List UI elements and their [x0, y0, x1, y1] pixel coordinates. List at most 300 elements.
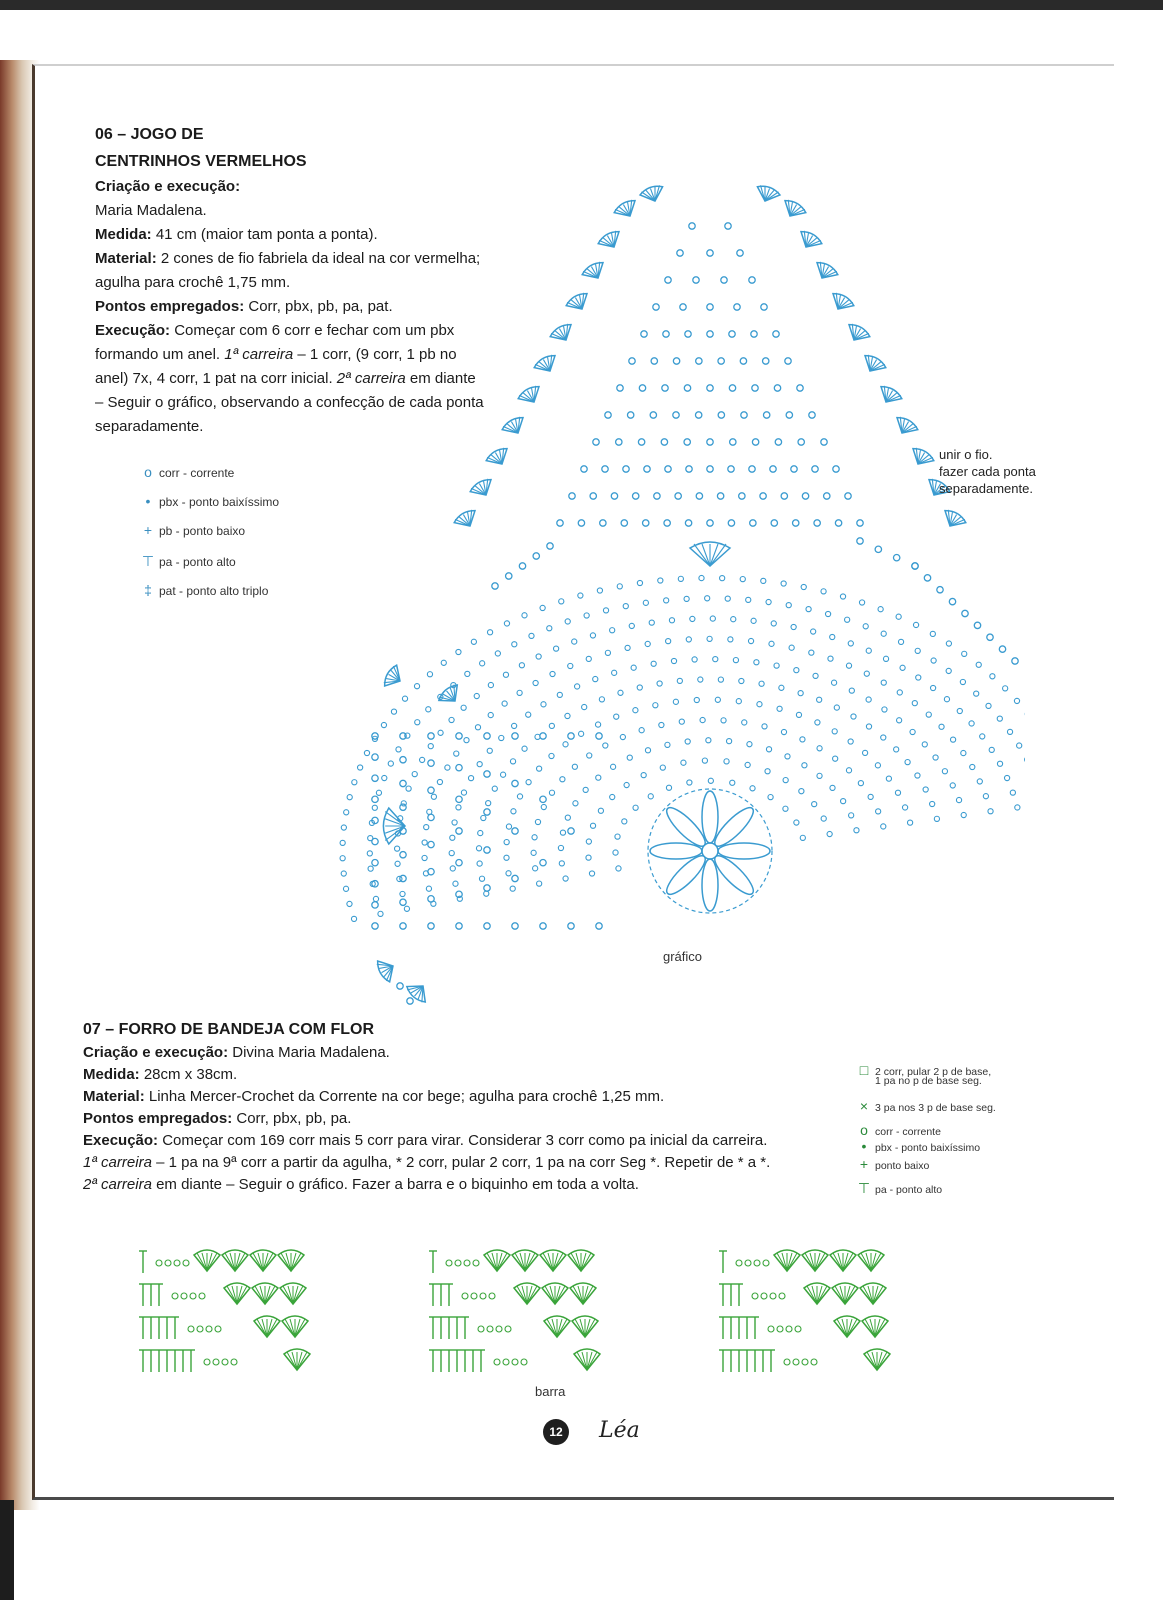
chain-stitch-mark: [801, 584, 806, 589]
chain-stitch-mark: [188, 1326, 194, 1332]
chain-stitch-mark: [480, 1293, 486, 1299]
chain-stitch-mark: [768, 1326, 774, 1332]
chain-stitch-mark: [599, 697, 604, 702]
fan-motif: [568, 1250, 594, 1271]
chain-stitch-mark: [190, 1293, 196, 1299]
chain-stitch-mark: [785, 754, 790, 759]
chain-stitch-mark: [710, 616, 715, 621]
chain-stitch-mark: [694, 697, 699, 702]
exec-row-label: 1ª carreira: [224, 346, 294, 363]
chain-stitch-mark: [773, 331, 779, 337]
chain-stitch-mark: [653, 304, 659, 310]
chain-stitch-mark: [557, 692, 562, 697]
chain-stitch-mark: [586, 855, 591, 860]
chain-stitch-mark: [643, 520, 649, 526]
chain-stitch-mark: [677, 250, 683, 256]
fan-spoke: [694, 544, 710, 566]
chain-stitch-mark: [653, 703, 658, 708]
fan-motif: [812, 260, 840, 284]
filled-square-icon: ×: [859, 1098, 869, 1114]
chain-stitch-mark: [933, 755, 938, 760]
chain-stitch-mark: [718, 677, 723, 682]
chain-stitch-mark: [785, 358, 791, 364]
chain-stitch-mark: [428, 760, 434, 766]
chain-stitch-mark: [372, 775, 378, 781]
chain-stitch-mark: [752, 385, 758, 391]
chain-stitch-mark: [627, 412, 633, 418]
exec-row-label: 1ª carreira: [83, 1154, 152, 1171]
chain-stitch-mark: [428, 896, 434, 902]
fan-spoke: [385, 826, 405, 840]
fan-motif: [224, 1283, 250, 1304]
chain-stitch-mark: [876, 809, 881, 814]
single-crochet-icon: +: [859, 1156, 869, 1172]
chain-stitch-mark: [757, 702, 762, 707]
chain-stitch-mark: [381, 722, 386, 727]
chain-stitch-mark: [862, 750, 867, 755]
chain-stitch-mark: [831, 680, 836, 685]
chain-stitch-mark: [616, 439, 622, 445]
chain-stitch-mark: [627, 755, 632, 760]
chain-stitch-mark: [779, 685, 784, 690]
chain-stitch-mark: [197, 1326, 203, 1332]
chart-06-note: [939, 446, 1079, 497]
chain-stitch-mark: [817, 746, 822, 751]
chain-stitch-mark: [372, 796, 378, 802]
material-value: 2 cones de fio fabriela da ideal na cor vermelha;: [160, 250, 481, 267]
chain-stitch-mark: [557, 520, 563, 526]
chart-06-caption: gráfico: [663, 949, 703, 964]
chain-stitch-mark: [814, 520, 820, 526]
chain-stitch-mark: [610, 628, 615, 633]
chain-stitch-mark: [512, 723, 517, 728]
chain-stitch-mark: [988, 809, 993, 814]
fan-spoke: [235, 1253, 245, 1271]
chain-stitch-mark: [441, 660, 446, 665]
chain-stitch-mark: [999, 646, 1005, 652]
section-06-creator: Maria Madalena.: [95, 202, 207, 219]
legend-text: pbx - ponto baixíssimo: [875, 1142, 981, 1154]
chain-stitch-mark: [784, 1359, 790, 1365]
fan-motif: [860, 353, 888, 377]
chain-stitch-mark: [669, 618, 674, 623]
chain-stitch-mark: [749, 277, 755, 283]
chain-stitch-mark: [673, 358, 679, 364]
chain-stitch-mark: [663, 331, 669, 337]
fan-spoke: [573, 1286, 583, 1304]
chain-stitch-mark: [806, 607, 811, 612]
chain-stitch-mark: [781, 729, 786, 734]
chain-stitch-mark: [733, 657, 738, 662]
fan-motif: [512, 1250, 538, 1271]
chain-stitch-mark: [1003, 686, 1008, 691]
chain-stitch-mark: [912, 701, 917, 706]
chain-stitch-mark: [794, 820, 799, 825]
chain-stitch-mark: [231, 1359, 237, 1365]
chain-stitch-mark: [537, 881, 542, 886]
material-label: Material:: [83, 1088, 145, 1105]
fan-spoke: [577, 1352, 587, 1370]
chain-stitch-mark: [707, 250, 713, 256]
chain-stitch-mark: [840, 594, 845, 599]
chain-stitch-mark: [400, 899, 406, 905]
chain-stitch-mark: [565, 619, 570, 624]
chain-stitch-mark: [476, 846, 481, 851]
chain-stitch-mark: [997, 716, 1002, 721]
fan-spoke: [255, 1286, 265, 1304]
chain-stitch-mark: [559, 599, 564, 604]
chain-stitch-mark: [573, 801, 578, 806]
chain-stitch-mark: [962, 610, 968, 616]
fan-spoke: [585, 1319, 595, 1337]
fan-spoke: [253, 1253, 263, 1271]
chain-stitch-mark: [774, 663, 779, 668]
chain-stitch-mark: [402, 696, 407, 701]
chain-stitch-mark: [679, 719, 684, 724]
chain-stitch-mark: [977, 779, 982, 784]
fan-spoke: [293, 1286, 303, 1304]
chain-stitch-mark: [930, 631, 935, 636]
chain-stitch-mark: [522, 613, 527, 618]
chain-stitch-mark: [777, 1326, 783, 1332]
chain-stitch-mark: [980, 734, 985, 739]
chain-stitch-mark: [367, 851, 372, 856]
chain-stitch-mark: [610, 764, 615, 769]
chain-stitch-mark: [521, 1359, 527, 1365]
chain-stitch-mark: [666, 639, 671, 644]
chain-stitch-mark: [563, 876, 568, 881]
fan-spoke: [861, 1253, 871, 1271]
fan-motif: [574, 1349, 600, 1370]
chain-stitch-mark: [824, 493, 830, 499]
chain-stitch-mark: [915, 773, 920, 778]
chain-stitch-mark: [868, 794, 873, 799]
chain-stitch-mark: [707, 385, 713, 391]
exec-text: formando um anel.: [95, 346, 221, 363]
chain-stitch-mark: [558, 845, 563, 850]
chain-stitch-mark: [923, 787, 928, 792]
fan-spoke: [583, 1286, 593, 1304]
chain-stitch-mark: [426, 707, 431, 712]
fan-spoke: [863, 1286, 873, 1304]
chain-stitch-mark: [802, 1359, 808, 1365]
chain-stitch-mark: [695, 412, 701, 418]
flower-petal: [718, 843, 770, 859]
chain-stitch-mark: [946, 641, 951, 646]
flower-petal: [650, 843, 702, 859]
chain-stitch-mark: [464, 738, 469, 743]
measure-value: 28cm x 38cm.: [143, 1066, 238, 1083]
chain-stitch-mark: [641, 331, 647, 337]
chain-stitch-mark: [846, 768, 851, 773]
fan-spoke: [845, 1286, 855, 1304]
fan-motif: [250, 1250, 276, 1271]
chain-stitch-mark: [1012, 658, 1018, 664]
chain-stitch-mark: [595, 722, 600, 727]
chain-stitch-mark: [726, 739, 731, 744]
chain-stitch-mark: [821, 589, 826, 594]
chain-stitch-mark: [763, 358, 769, 364]
chain-stitch-mark: [846, 663, 851, 668]
fan-motif: [828, 291, 856, 315]
chain-stitch-mark: [942, 769, 947, 774]
chain-stitch-mark: [347, 901, 352, 906]
chain-stitch-mark: [533, 866, 538, 871]
legend-06-row: [137, 553, 236, 570]
chain-stitch-mark: [629, 358, 635, 364]
chain-stitch-mark: [1014, 698, 1019, 703]
legend-text: ponto baixo: [875, 1160, 930, 1172]
chain-stitch-mark: [751, 331, 757, 337]
chain-stitch-mark: [484, 891, 489, 896]
chain-stitch-mark: [645, 748, 650, 753]
chain-stitch-mark: [725, 596, 730, 601]
chain-stitch-mark: [464, 1260, 470, 1266]
chain-stitch-mark: [702, 758, 707, 763]
chain-stitch-mark: [721, 718, 726, 723]
triple-crochet-icon: ‡: [144, 582, 152, 598]
chain-stitch-mark: [849, 813, 854, 818]
fan-spoke: [207, 1253, 217, 1271]
creation-label: Criação e execução:: [83, 1044, 229, 1061]
chain-stitch-mark: [364, 750, 369, 755]
chain-stitch-mark: [970, 764, 975, 769]
chain-stitch-mark: [568, 663, 573, 668]
section-06-exec-4: – Seguir o gráfico, observando a confecção de cada ponta: [95, 394, 484, 411]
chain-stitch-mark: [533, 680, 538, 685]
chain-stitch-mark: [761, 578, 766, 583]
chain-stitch-mark: [438, 730, 443, 735]
chain-stitch-mark: [786, 1326, 792, 1332]
chain-stitch-mark: [605, 412, 611, 418]
chain-stitch-mark: [541, 804, 546, 809]
measure-value: 41 cm (maior tam ponta a ponta).: [155, 226, 378, 243]
chain-stitch-mark: [372, 805, 377, 810]
chain-stitch-mark: [898, 639, 903, 644]
chain-stitch-mark: [665, 277, 671, 283]
chain-stitch-mark: [686, 466, 692, 472]
stitches-label: Pontos empregados:: [95, 298, 245, 315]
fan-spoke: [525, 1253, 535, 1271]
exec-text: Começar com 6 corr e fechar com um pbx: [174, 322, 455, 339]
chain-stitch-mark: [696, 358, 702, 364]
chain-stitch-mark: [685, 520, 691, 526]
fan-spoke: [227, 1286, 237, 1304]
chain-stitch-mark: [750, 786, 755, 791]
chain-stitch-mark: [737, 250, 743, 256]
chain-stitch-mark: [487, 630, 492, 635]
chain-stitch-mark: [540, 733, 546, 739]
fan-spoke: [710, 544, 726, 566]
fan-spoke: [587, 1352, 597, 1370]
fan-motif: [802, 1250, 828, 1271]
chain-stitch-mark: [1015, 805, 1020, 810]
fan-motif: [278, 1250, 304, 1271]
single-crochet-icon: +: [143, 522, 153, 538]
chart-07-caption: barra: [535, 1384, 566, 1399]
chain-stitch-mark: [913, 622, 918, 627]
chain-stitch-mark: [341, 825, 346, 830]
chain-stitch-mark: [740, 576, 745, 581]
chain-stitch-mark: [854, 828, 859, 833]
chain-stitch-mark: [583, 787, 588, 792]
chain-stitch-mark: [730, 780, 735, 785]
chain-stitch-mark: [422, 855, 427, 860]
chain-stitch-mark: [651, 358, 657, 364]
chain-stitch-mark: [615, 834, 620, 839]
chain-stitch-mark: [424, 825, 429, 830]
chain-stitch-mark: [213, 1359, 219, 1365]
chain-stitch-mark: [729, 385, 735, 391]
chain-stitch-mark: [742, 720, 747, 725]
chain-stitch-mark: [512, 923, 518, 929]
chain-stitch-mark: [707, 520, 713, 526]
chain-stitch-mark: [750, 520, 756, 526]
chain-stitch-mark: [596, 733, 602, 739]
chain-stitch-mark: [665, 466, 671, 472]
chain-stitch-mark: [706, 738, 711, 743]
chain-stitch-mark: [512, 1359, 518, 1365]
chain-stitch-mark: [639, 385, 645, 391]
chain-stitch-mark: [916, 675, 921, 680]
chain-stitch-mark: [165, 1260, 171, 1266]
measure-label: Medida:: [83, 1066, 140, 1083]
chain-stitch-mark: [488, 712, 493, 717]
chain-stitch-mark: [864, 671, 869, 676]
chain-stitch-mark: [684, 385, 690, 391]
chain-stitch-mark: [347, 795, 352, 800]
chain-stitch-mark: [414, 684, 419, 689]
chain-stitch-mark: [400, 804, 406, 810]
chain-stitch-mark: [797, 385, 803, 391]
exec-text: em diante – Seguir o gráfico. Fazer a barra e o biquinho em toda a volta.: [156, 1176, 639, 1193]
chain-stitch-mark: [428, 923, 434, 929]
fan-motif: [876, 384, 904, 408]
chain-stitch-mark: [845, 617, 850, 622]
chain-stitch-mark: [658, 578, 663, 583]
fan-spoke: [265, 1286, 275, 1304]
legend-text: pa - ponto alto: [159, 555, 236, 569]
fan-motif: [572, 1316, 598, 1337]
chain-stitch-mark: [657, 681, 662, 686]
double-crochet-icon: ⊤: [857, 1180, 871, 1196]
chain-stitch-mark: [781, 493, 787, 499]
chain-stitch-mark: [484, 923, 490, 929]
chain-stitch-mark: [540, 605, 545, 610]
chain-stitch-mark: [484, 809, 490, 815]
flower-petal: [702, 859, 718, 911]
chain-stitch-mark: [614, 714, 619, 719]
chain-stitch-mark: [622, 819, 627, 824]
chain-stitch-mark: [559, 861, 564, 866]
fan-motif: [570, 1283, 596, 1304]
chain-stitch-mark: [612, 670, 617, 675]
chain-stitch-mark: [793, 1359, 799, 1365]
legend-text: 1 pa no p de base seg.: [875, 1075, 982, 1087]
legend-06-row: [137, 493, 279, 509]
chain-stitch-mark: [721, 277, 727, 283]
note-line: separadamente.: [939, 481, 1033, 496]
chain-stitch-mark: [687, 780, 692, 785]
exec-text: – 1 corr, (9 corr, 1 pb no: [297, 346, 457, 363]
chain-stitch-mark: [845, 493, 851, 499]
chain-stitch-mark: [766, 747, 771, 752]
fan-motif: [832, 1283, 858, 1304]
section-07-title: 07 – FORRO DE BANDEJA COM FLOR: [83, 1021, 374, 1038]
chain-stitch-mark: [449, 717, 454, 722]
chain-stitch-mark: [798, 439, 804, 445]
chain-stitch-mark: [512, 780, 518, 786]
chain-stitch-mark: [477, 762, 482, 767]
chain-stitch-mark: [484, 847, 490, 853]
fan-spoke: [497, 1253, 507, 1271]
fan-spoke: [557, 1319, 567, 1337]
chain-stitch-mark: [488, 682, 493, 687]
chain-stitch-mark: [957, 708, 962, 713]
chain-stitch-mark: [774, 385, 780, 391]
chain-stitch-mark: [510, 759, 515, 764]
chain-stitch-mark: [812, 466, 818, 472]
fan-motif: [596, 229, 624, 253]
chain-stitch-mark: [659, 722, 664, 727]
chain-stitch-mark: [563, 742, 568, 747]
legend-text: pbx - ponto baixíssimo: [159, 495, 280, 509]
chain-stitch-mark: [987, 634, 993, 640]
fan-spoke: [847, 1319, 857, 1337]
fan-spoke: [197, 1253, 207, 1271]
fan-spoke: [291, 1253, 301, 1271]
chain-stitch-mark: [621, 520, 627, 526]
chain-stitch-mark: [746, 597, 751, 602]
fan-spoke: [805, 1253, 815, 1271]
chain-stitch-mark: [372, 838, 378, 844]
chain-stitch-mark: [937, 587, 943, 593]
chain-stitch-mark: [739, 493, 745, 499]
chain-stitch-mark: [997, 761, 1002, 766]
chain-stitch-mark: [487, 748, 492, 753]
fan-motif: [864, 1349, 890, 1370]
section-06-material-2: agulha para crochê 1,75 mm.: [95, 274, 291, 291]
chain-stitch-mark: [768, 795, 773, 800]
chain-stitch-mark: [532, 835, 537, 840]
chain-stitch-mark: [950, 783, 955, 788]
flower-petal: [702, 791, 718, 843]
chain-stitch-mark: [462, 1293, 468, 1299]
fan-spoke: [807, 1286, 817, 1304]
fan-spoke: [817, 1286, 827, 1304]
chain-stitch-mark: [624, 782, 629, 787]
chain-stitch-mark: [974, 691, 979, 696]
chain-icon: o: [860, 1122, 868, 1138]
chain-stitch-mark: [549, 753, 554, 758]
chain-stitch-mark: [664, 598, 669, 603]
chain-stitch-mark: [734, 304, 740, 310]
chain-stitch-mark: [396, 747, 401, 752]
chain-stitch-mark: [613, 850, 618, 855]
chain-stitch-mark: [859, 600, 864, 605]
chain-stitch-mark: [456, 649, 461, 654]
fan-spoke: [837, 1319, 847, 1337]
chain-stitch-mark: [649, 620, 654, 625]
chain-stitch-mark: [791, 624, 796, 629]
fan-motif: [834, 1316, 860, 1337]
chain-stitch-mark: [930, 801, 935, 806]
chain-stitch-mark: [428, 814, 434, 820]
chain-stitch-mark: [689, 223, 695, 229]
chain-stitch-mark: [638, 439, 644, 445]
chain-stitch-mark: [454, 751, 459, 756]
chain-stitch-mark: [896, 614, 901, 619]
